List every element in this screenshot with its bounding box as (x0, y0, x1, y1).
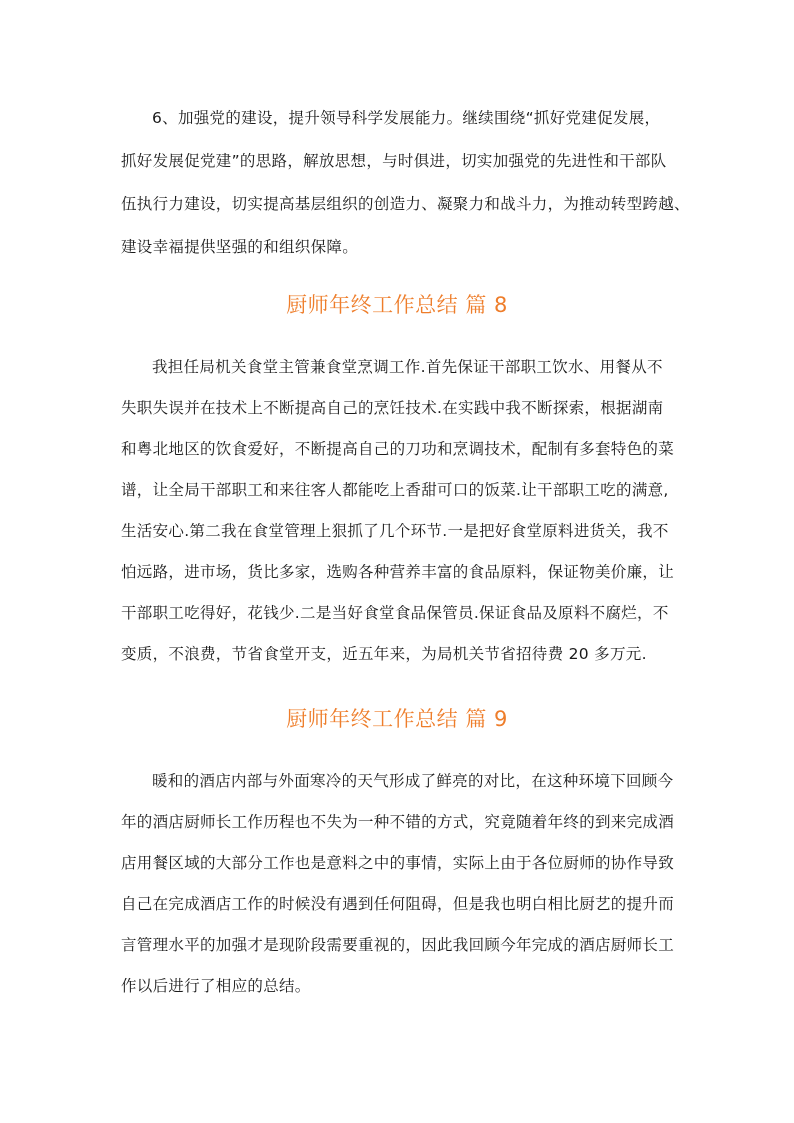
paragraph-line: 自己在完成酒店工作的时候没有遇到任何阻碍，但是我也明白相比厨艺的提升而 (121, 895, 675, 913)
paragraph-line: 作以后进行了相应的总结。 (121, 977, 311, 995)
section-heading-8: 厨师年终工作总结 篇 8 (286, 293, 508, 317)
paragraph-line: 谱，让全局干部职工和来往客人都能吃上香甜可口的饭菜.让干部职工吃的满意, (121, 481, 669, 499)
paragraph-line: 建设幸福提供坚强的和组织保障。 (121, 238, 359, 256)
paragraph-line: 伍执行力建设，切实提高基层组织的创造力、凝聚力和战斗力，为推动转型跨越、 (121, 195, 690, 213)
paragraph-line: 抓好发展促党建”的思路，解放思想，与时俱进，切实加强党的先进性和干部队 (121, 152, 667, 170)
paragraph-line: 年的酒店厨师长工作历程也不失为一种不错的方式，究竟随着年终的到来完成酒 (121, 813, 675, 831)
paragraph-line: 6、加强党的建设，提升领导科学发展能力。继续围绕“抓好党建促发展， (152, 109, 661, 127)
paragraph-line: 店用餐区域的大部分工作也是意料之中的事情，实际上由于各位厨师的协作导致 (121, 854, 675, 872)
paragraph-line: 言管理水平的加强才是现阶段需要重视的，因此我回顾今年完成的酒店厨师长工 (121, 936, 675, 954)
paragraph-line: 变质，不浪费，节省食堂开支，近五年来，为局机关节省招待费 20 多万元. (121, 645, 647, 663)
paragraph-line: 干部职工吃得好，花钱少.二是当好食堂食品保管员.保证食品及原料不腐烂，不 (121, 604, 669, 622)
paragraph-line: 失职失误并在技术上不断提高自己的烹饪技术.在实践中我不断探索，根据湖南 (121, 399, 664, 417)
paragraph-line: 怕远路，进市场，货比多家，选购各种营养丰富的食品原料，保证物美价廉，让 (121, 563, 675, 581)
paragraph-line: 暖和的酒店内部与外面寒冷的天气形成了鲜亮的对比，在这种环境下回顾今 (152, 772, 674, 790)
section-heading-9: 厨师年终工作总结 篇 9 (286, 707, 508, 731)
paragraph-line: 我担任局机关食堂主管兼食堂烹调工作.首先保证干部职工饮水、用餐从不 (152, 358, 663, 376)
paragraph-line: 生活安心.第二我在食堂管理上狠抓了几个环节.一是把好食堂原料进货关，我不 (121, 522, 669, 540)
paragraph-line: 和粤北地区的饮食爱好，不断提高自己的刀功和烹调技术，配制有多套特色的菜 (121, 440, 675, 458)
